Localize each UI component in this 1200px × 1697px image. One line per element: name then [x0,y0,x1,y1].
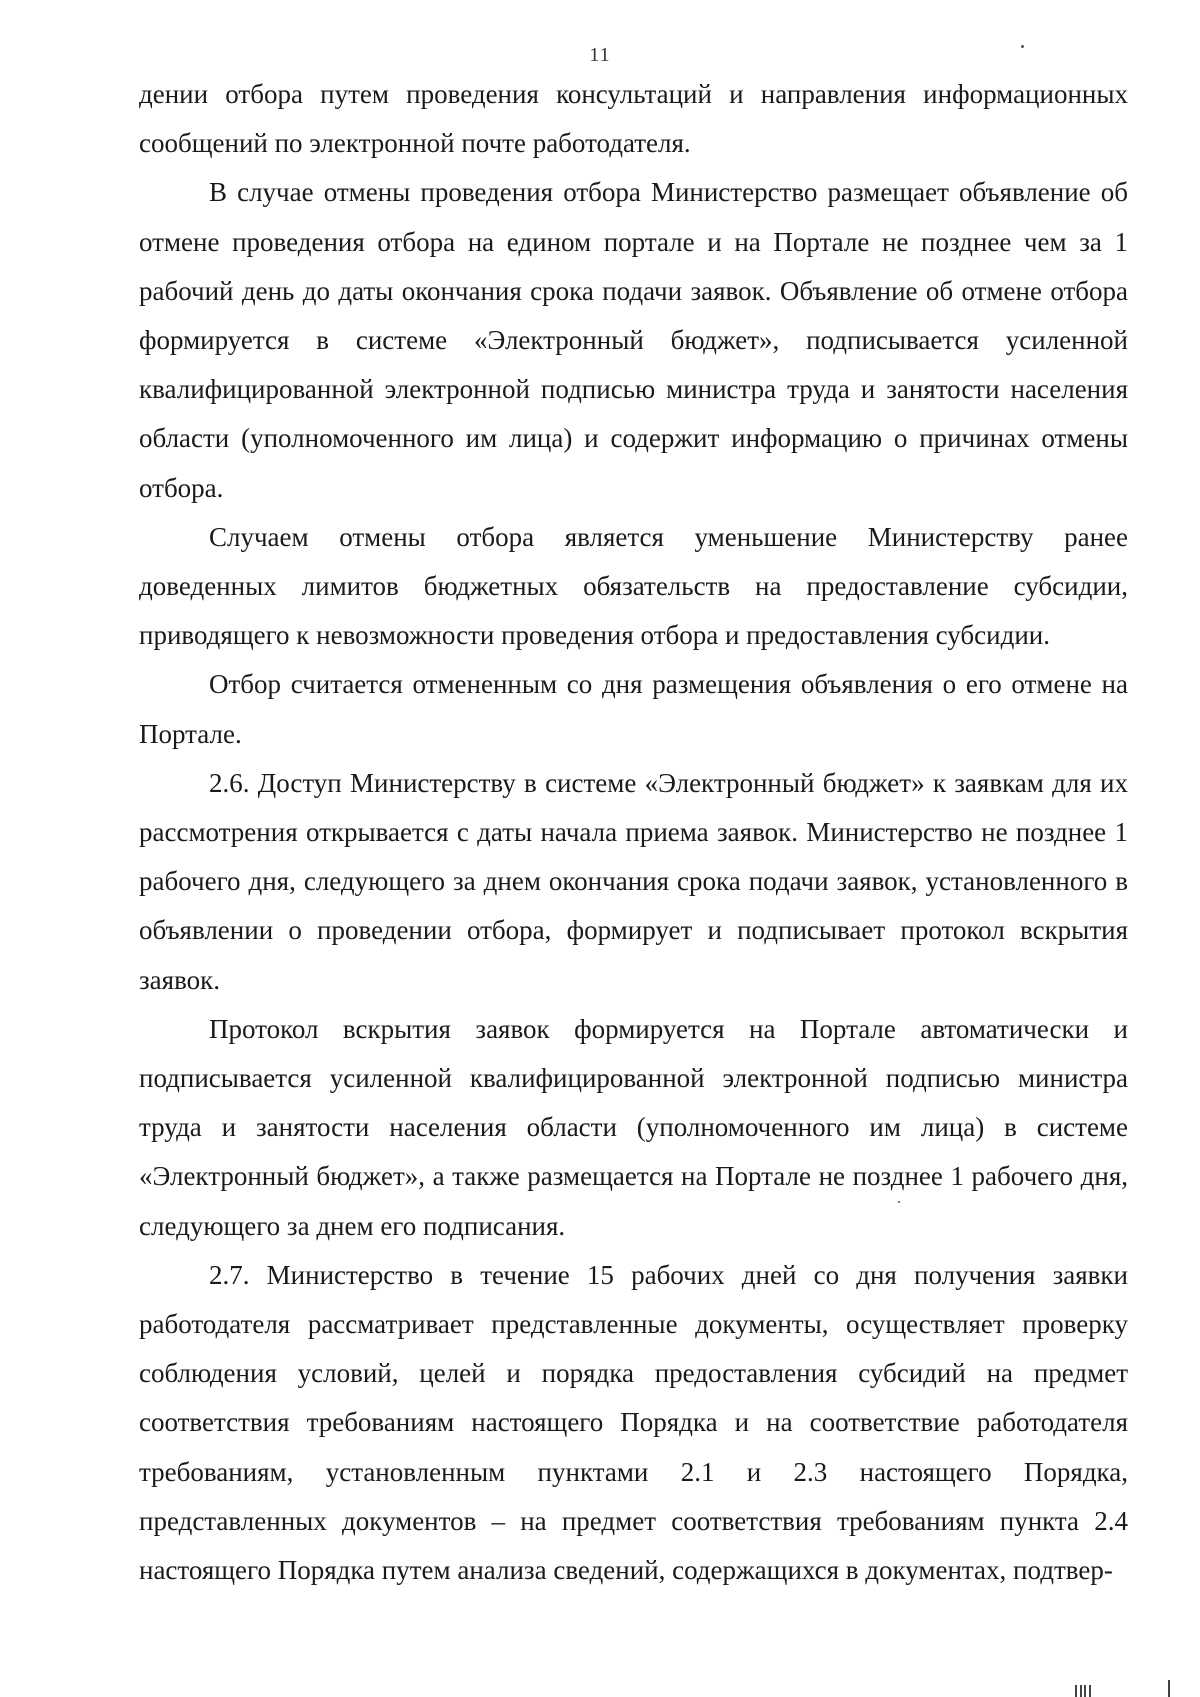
paragraph-cancellation-announcement: В случае отмены проведения отбора Министерство размещает объявление об отмене проведения отбора на едином портале и на Портале не позднее чем за 1 рабочий день до даты окончания срока подачи заявок. Объявление об отмене отбора формируется в системе «Электронный бюджет», подписывается усиленной квалифицированной электронной подписью министра труда и занятости населения области (уполномоченного им лица) и содержит информацию о причинах отмены отбора. [139,177,1128,503]
paragraph-cancellation-case: Случаем отмены отбора является уменьшение Министерству ранее доведенных лимитов бюджетных обязательств на предоставление субсидии, приводящего к невозможности проведения отбора и предоставления субсидии. [139,521,1128,651]
paragraph-section-2-7: 2.7. Министерство в течение 15 рабочих дней со дня получения заявки работодателя рассматривает представленные документы, осуществляет проверку соблюдения условий, целей и порядка предоставления субсидий на предмет соответствия требованиям настоящего Порядка и на соответствие работодателя требованиям, установленным пунктами 2.1 и 2.3 настоящего Порядка, представленных документов – на предмет соответствия требованиям пункта 2.4 настоящего Порядка путем анализа сведений, содержащихся в документах, подтвер- [139,1259,1128,1586]
paragraph-continuation: дении отбора путем проведения консультаций и направления информационных сообщений по электронной почте работодателя. [139,79,1128,159]
scan-artifact-marks [1075,1683,1105,1697]
scan-artifact-edge [1168,1680,1170,1697]
scan-artifact-dot [1021,45,1024,48]
page-number: 11 [589,44,611,66]
paragraph-section-2-6: 2.6. Доступ Министерству в системе «Электронный бюджет» к заявкам для их рассмотрения открывается с даты начала приема заявок. Министерство не позднее 1 рабочего дня, следующего за днем окончания срока подачи заявок, установленного в объявлении о проведении отбора, формирует и подписывает протокол вскрытия заявок. [139,767,1128,995]
paragraph-opening-protocol: Протокол вскрытия заявок формируется на Портале автоматически и подписывается усиленной квалифицированной электронной подписью министра труда и занятости населения области (уполномоченного им лица) в системе «Электронный бюджет», а также размещается на Портале не позднее 1 рабочего дня, следующего за днем его подписания. [139,1013,1128,1241]
paragraph-cancellation-effective: Отбор считается отмененным со дня размещения объявления о его отмене на Портале. [139,669,1128,749]
document-body [139,70,1128,1595]
